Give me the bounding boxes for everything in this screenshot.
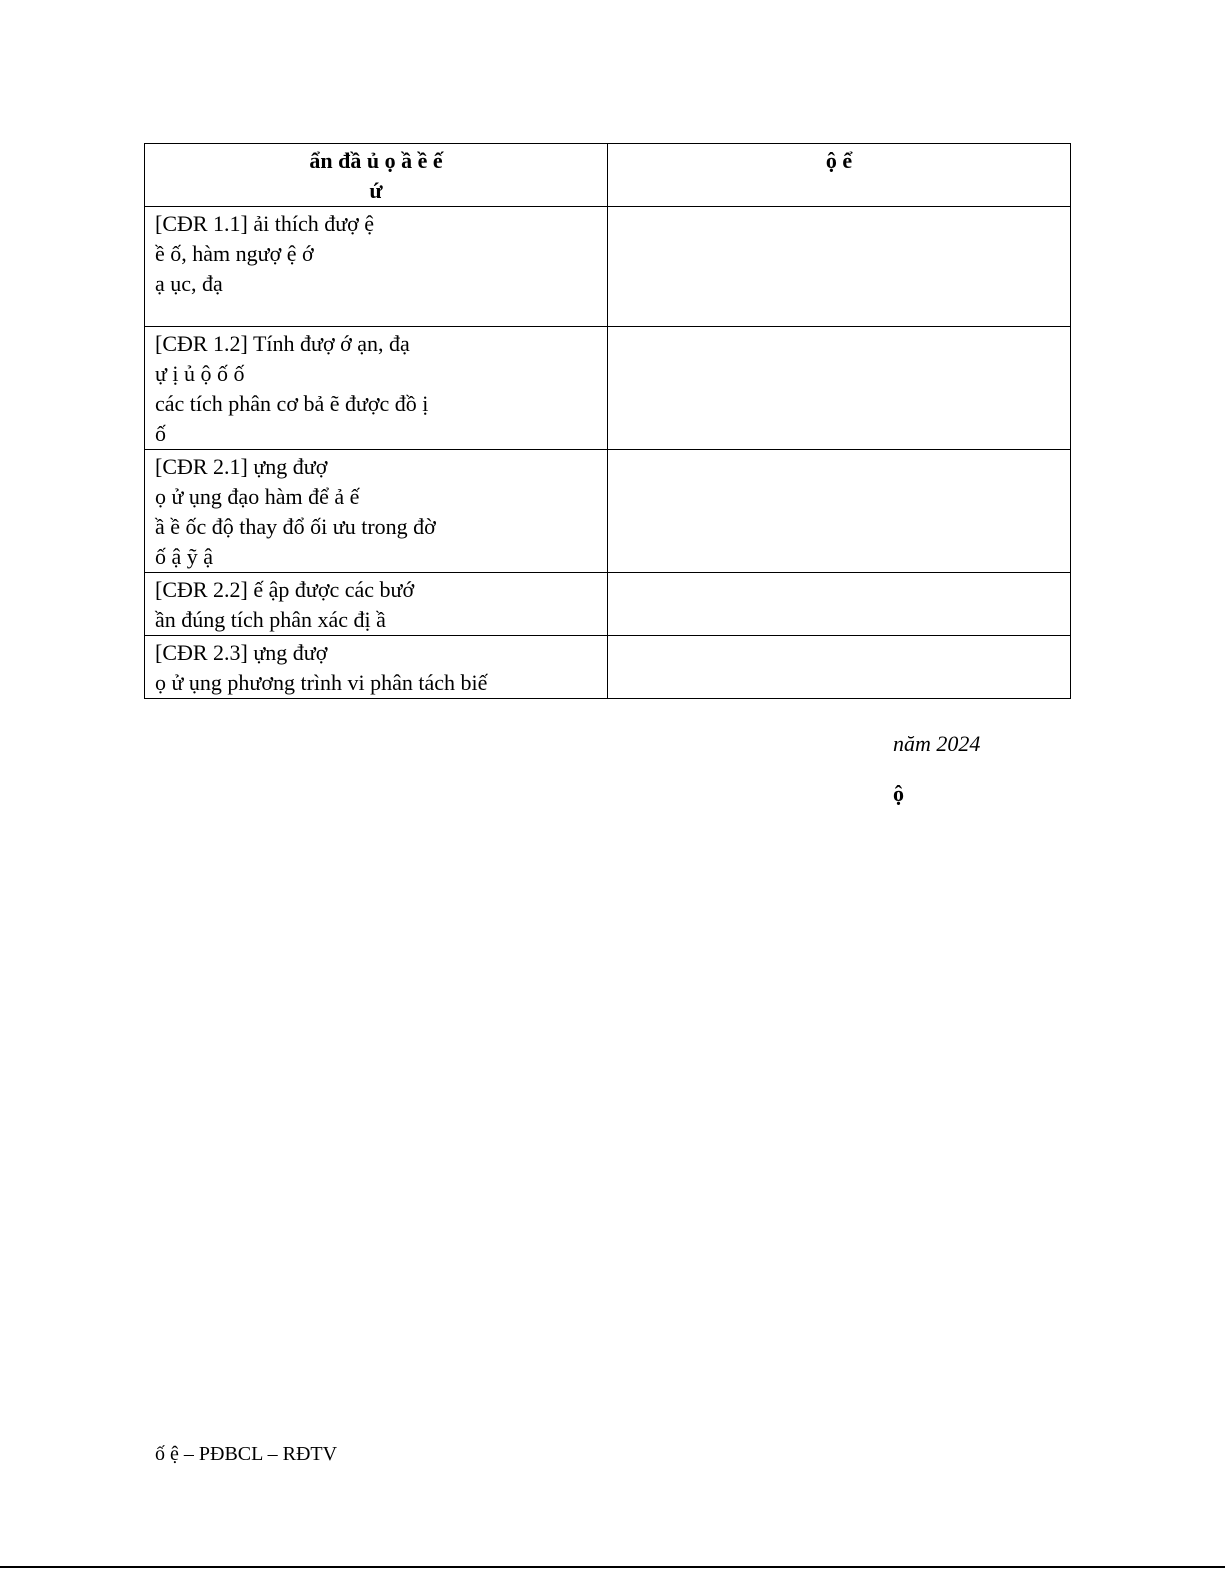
table-row	[145, 207, 1071, 327]
table-row	[145, 450, 1071, 573]
assessment-cell	[608, 450, 1071, 573]
header-assessment: ộ ể	[608, 144, 1071, 207]
footer-code: ố ệ – PĐBCL – RĐTV	[155, 1443, 338, 1465]
assessment-cell	[608, 207, 1071, 327]
criterion-cell: [CĐR 2.2] ế ập được các bướ ần đúng tích phân xác đị ầ	[145, 573, 608, 636]
signer-line: ộ	[893, 781, 904, 806]
table-header-row	[145, 144, 1071, 207]
criterion-cell: [CĐR 1.1] ải thích đượ ệ ề ố, hàm ngượ ệ ớ ạ ục, đạ	[145, 207, 608, 327]
date-line: năm 2024	[893, 731, 981, 756]
table-row	[145, 573, 1071, 636]
criterion-cell: [CĐR 2.1] ựng đượ ọ ử ụng đạo hàm để ả ế ầ ề ốc độ thay đổ ối ưu trong đờ ố ậ ỹ ậ	[145, 450, 608, 573]
assessment-cell	[608, 636, 1071, 699]
assessment-cell	[608, 573, 1071, 636]
header-criteria: ẩn đầ ủ ọ ầ ề ế ứ	[145, 144, 608, 207]
criterion-cell: [CĐR 2.3] ựng đượ ọ ử ụng phương trình vi phân tách biế	[145, 636, 608, 699]
table-row	[145, 636, 1071, 699]
assessment-cell	[608, 327, 1071, 450]
evaluation-table	[144, 143, 1071, 699]
criterion-cell: [CĐR 1.2] Tính đượ ớ ạn, đạ ự ị ủ ộ ố ố các tích phân cơ bả ẽ được đồ ị ố	[145, 327, 608, 450]
table-row	[145, 327, 1071, 450]
page-bottom-rule	[0, 1566, 1225, 1568]
